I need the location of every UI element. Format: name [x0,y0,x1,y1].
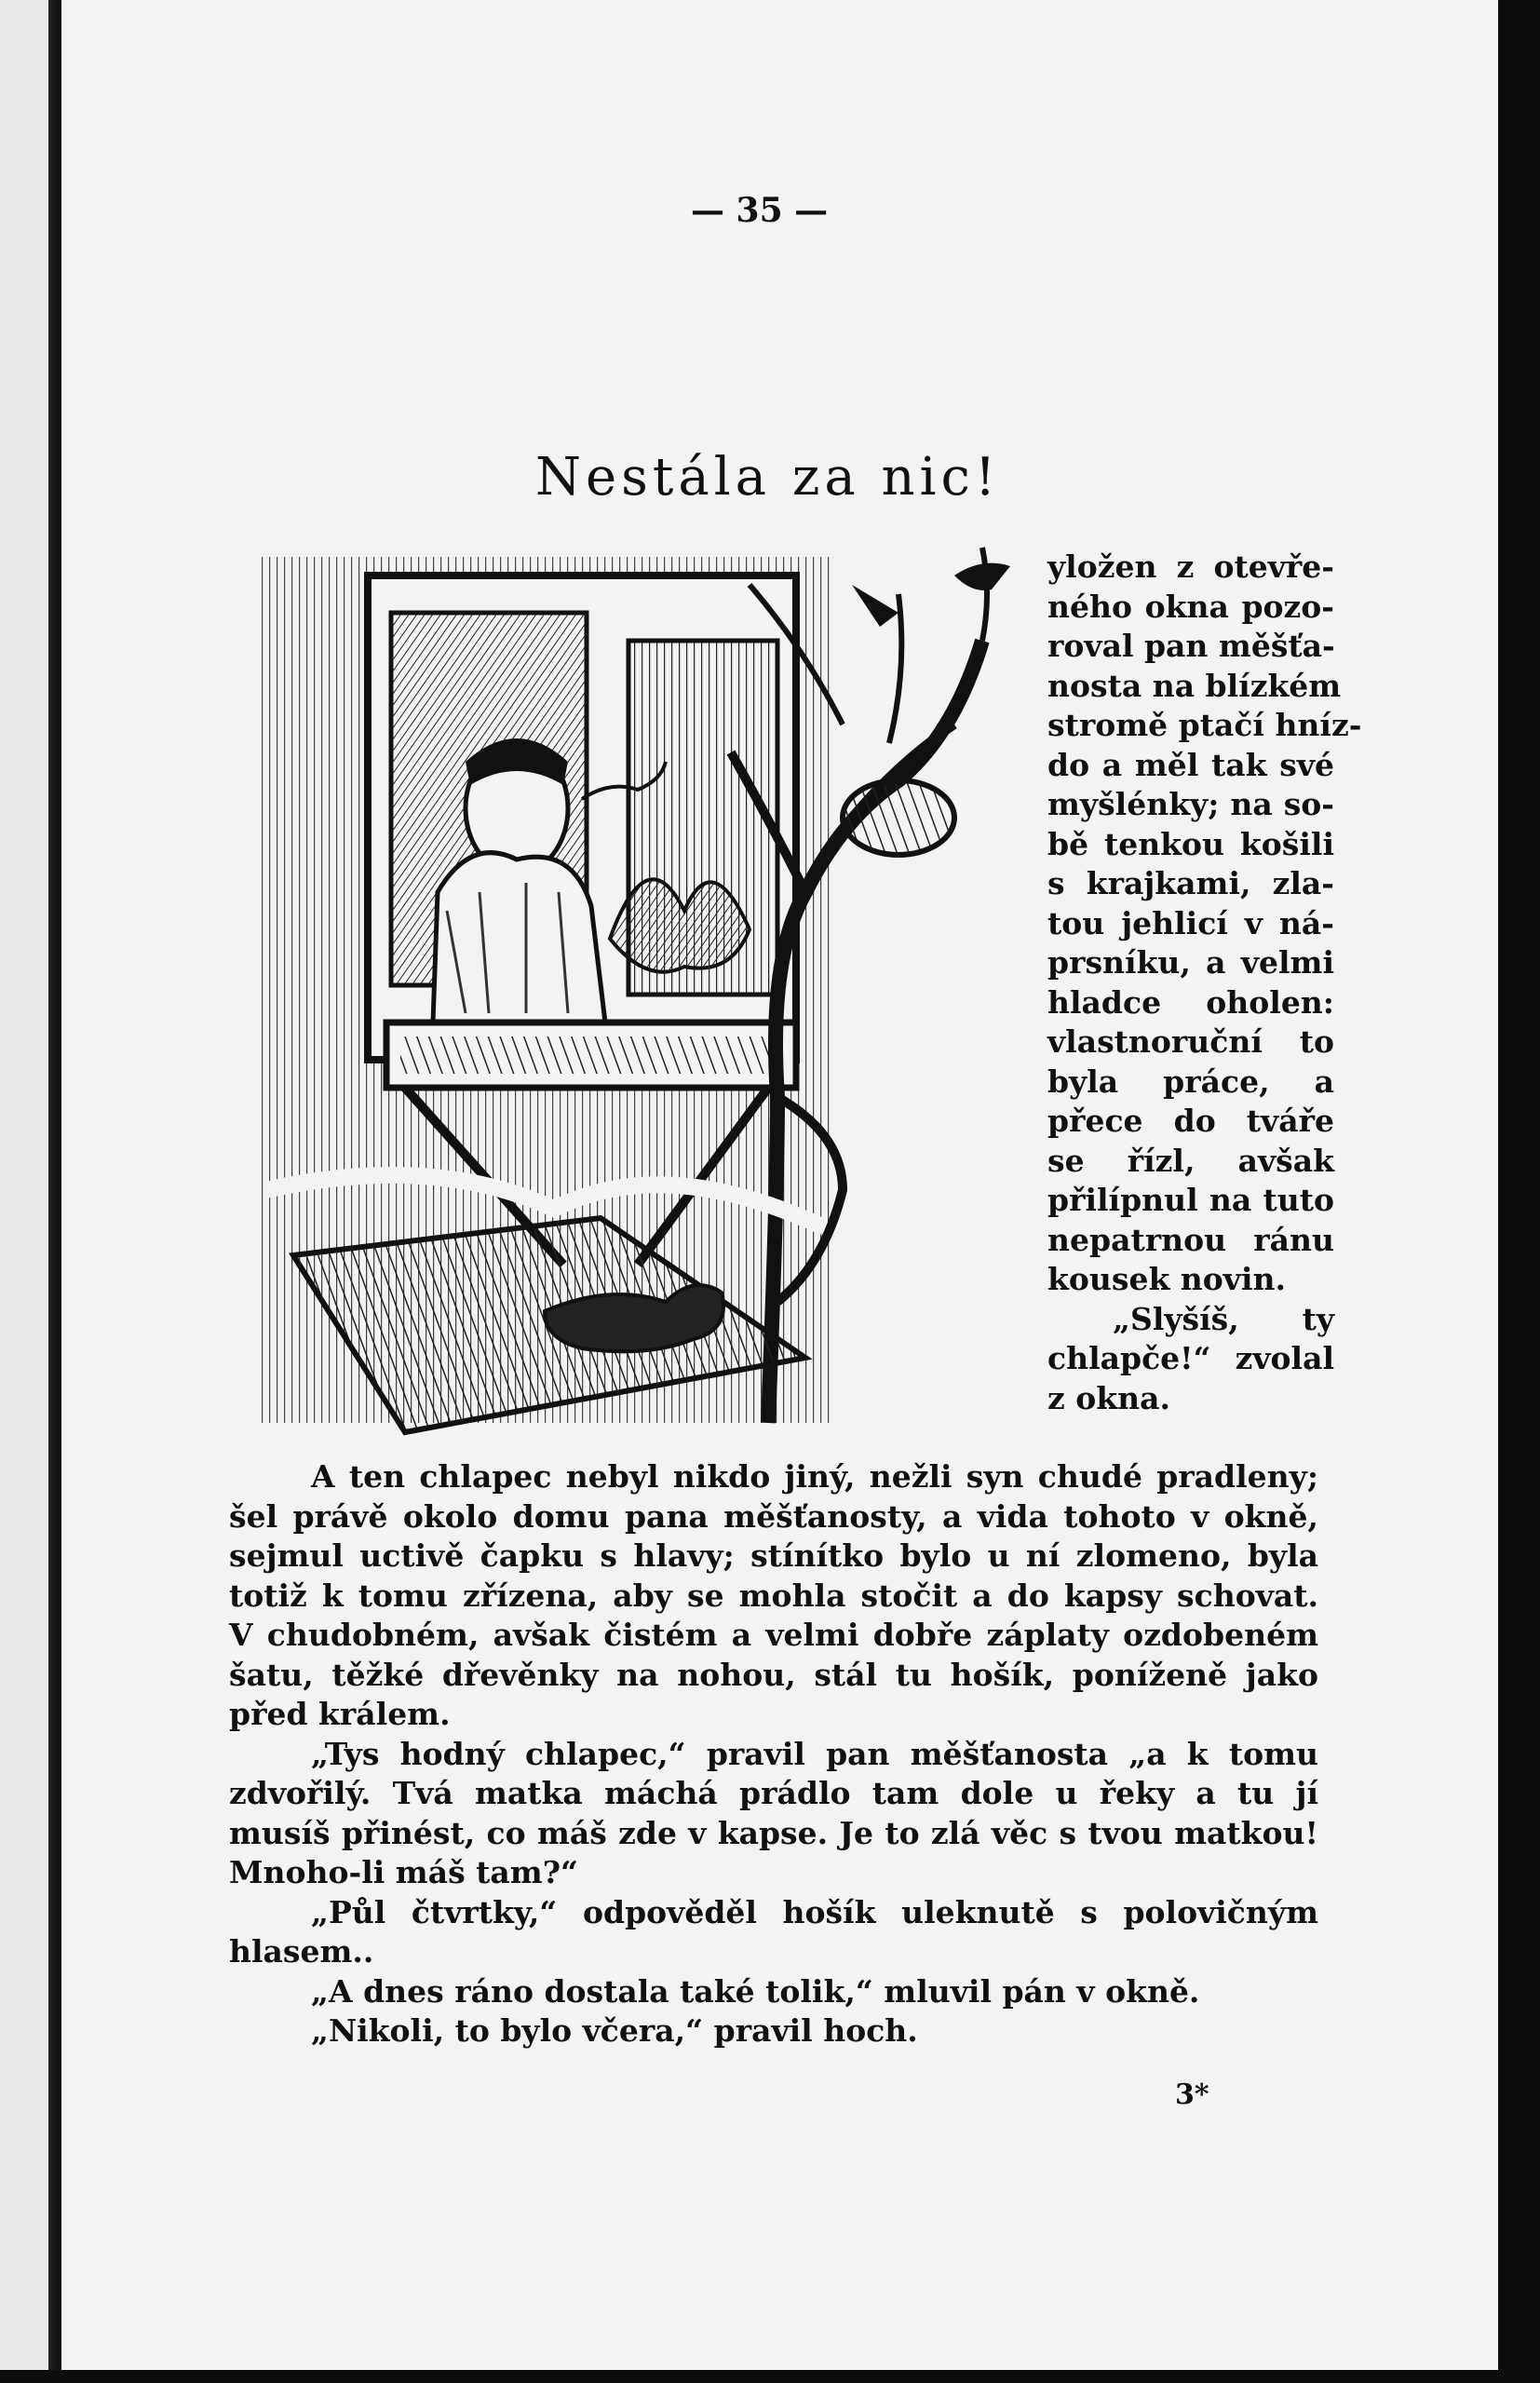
side-line: roval pan měšťa- [1047,628,1335,664]
side-line: z okna. [1047,1379,1170,1416]
body-line: „Nikoli, to bylo včera,“ pravil hoch. [311,2012,918,2049]
body-line: šatu, těžké dřevěnky na nohou, stál tu hošík, poníženě jako [229,1656,1318,1693]
right-scan-border [1498,0,1540,2383]
body-line: A ten chlapec nebyl nikdo jiný, nežli syn chudé pradleny; [311,1458,1318,1495]
side-line: přece do tváře [1047,1103,1334,1139]
side-line: yložen z otevře- [1047,548,1334,585]
side-line: nosta na blízkém [1047,667,1342,704]
side-line: se řízl, avšak [1047,1142,1334,1179]
side-line: tou jehlicí v ná- [1047,904,1334,941]
side-line: vlastnoruční to [1047,1023,1334,1060]
side-line: hladce oholen: [1047,983,1334,1021]
side-line: nepatrnou ránu [1047,1221,1334,1258]
body-line: hlasem.. [229,1933,374,1970]
side-line: „Slyšíš, ty [1113,1300,1334,1337]
side-line: s krajkami, zla- [1047,865,1334,901]
window-scene-illustration [247,538,1038,1446]
body-line: šel právě okolo domu pana měšťanosty, a vida tohoto v okně, [229,1497,1318,1535]
text-beside-illustration [1047,548,1362,1418]
body-line: totiž k tomu zřízena, aby se mohla stočit a do kapsy schovat. [229,1577,1318,1614]
left-page-edge [0,0,61,2383]
body-line: Mnoho-li máš tam?“ [229,1854,579,1890]
side-line: byla práce, a [1047,1063,1334,1100]
page-number: — 35 — [691,191,829,230]
side-line: ného okna pozo- [1047,588,1334,625]
side-line: prsníku, a velmi [1047,944,1334,981]
body-line: „A dnes ráno dostala také tolik,“ mluvil pán v okně. [311,1972,1200,2010]
signature-mark: 3* [1175,2078,1209,2111]
side-line: kousek novin. [1047,1261,1286,1297]
body-line: musíš přinést, co máš zde v kapse. Je to zlá věc s tvou matkou! [229,1814,1318,1851]
body-line: sejmul uctivě čapku s hlavy; stínítko bylo u ní zlomeno, byla [229,1537,1318,1574]
body-line: „Půl čtvrtky,“ odpověděl hošík uleknutě s polovičným [311,1893,1318,1930]
body-line: „Tys hodný chlapec,“ pravil pan měšťanosta „a k tomu [311,1735,1318,1772]
side-line: chlapče!“ zvolal [1047,1340,1334,1376]
side-line: přilípnul na tuto [1047,1182,1334,1218]
body-line: V chudobném, avšak čistém a velmi dobře záplaty ozdobeném [229,1617,1318,1653]
chapter-title: Nestála za nic! [535,447,1001,508]
side-line: bě tenkou košili [1047,825,1334,862]
side-line: stromě ptačí hníz- [1047,707,1362,743]
body-text [229,1457,1318,2051]
side-line: myšlénky; na so- [1047,786,1334,822]
body-line: zdvořilý. Tvá matka máchá prádlo tam dole u řeky a tu jí [229,1775,1318,1811]
side-line: do a měl tak své [1047,746,1334,783]
body-line: před králem. [229,1696,451,1732]
bottom-scan-border [0,2370,1540,2383]
